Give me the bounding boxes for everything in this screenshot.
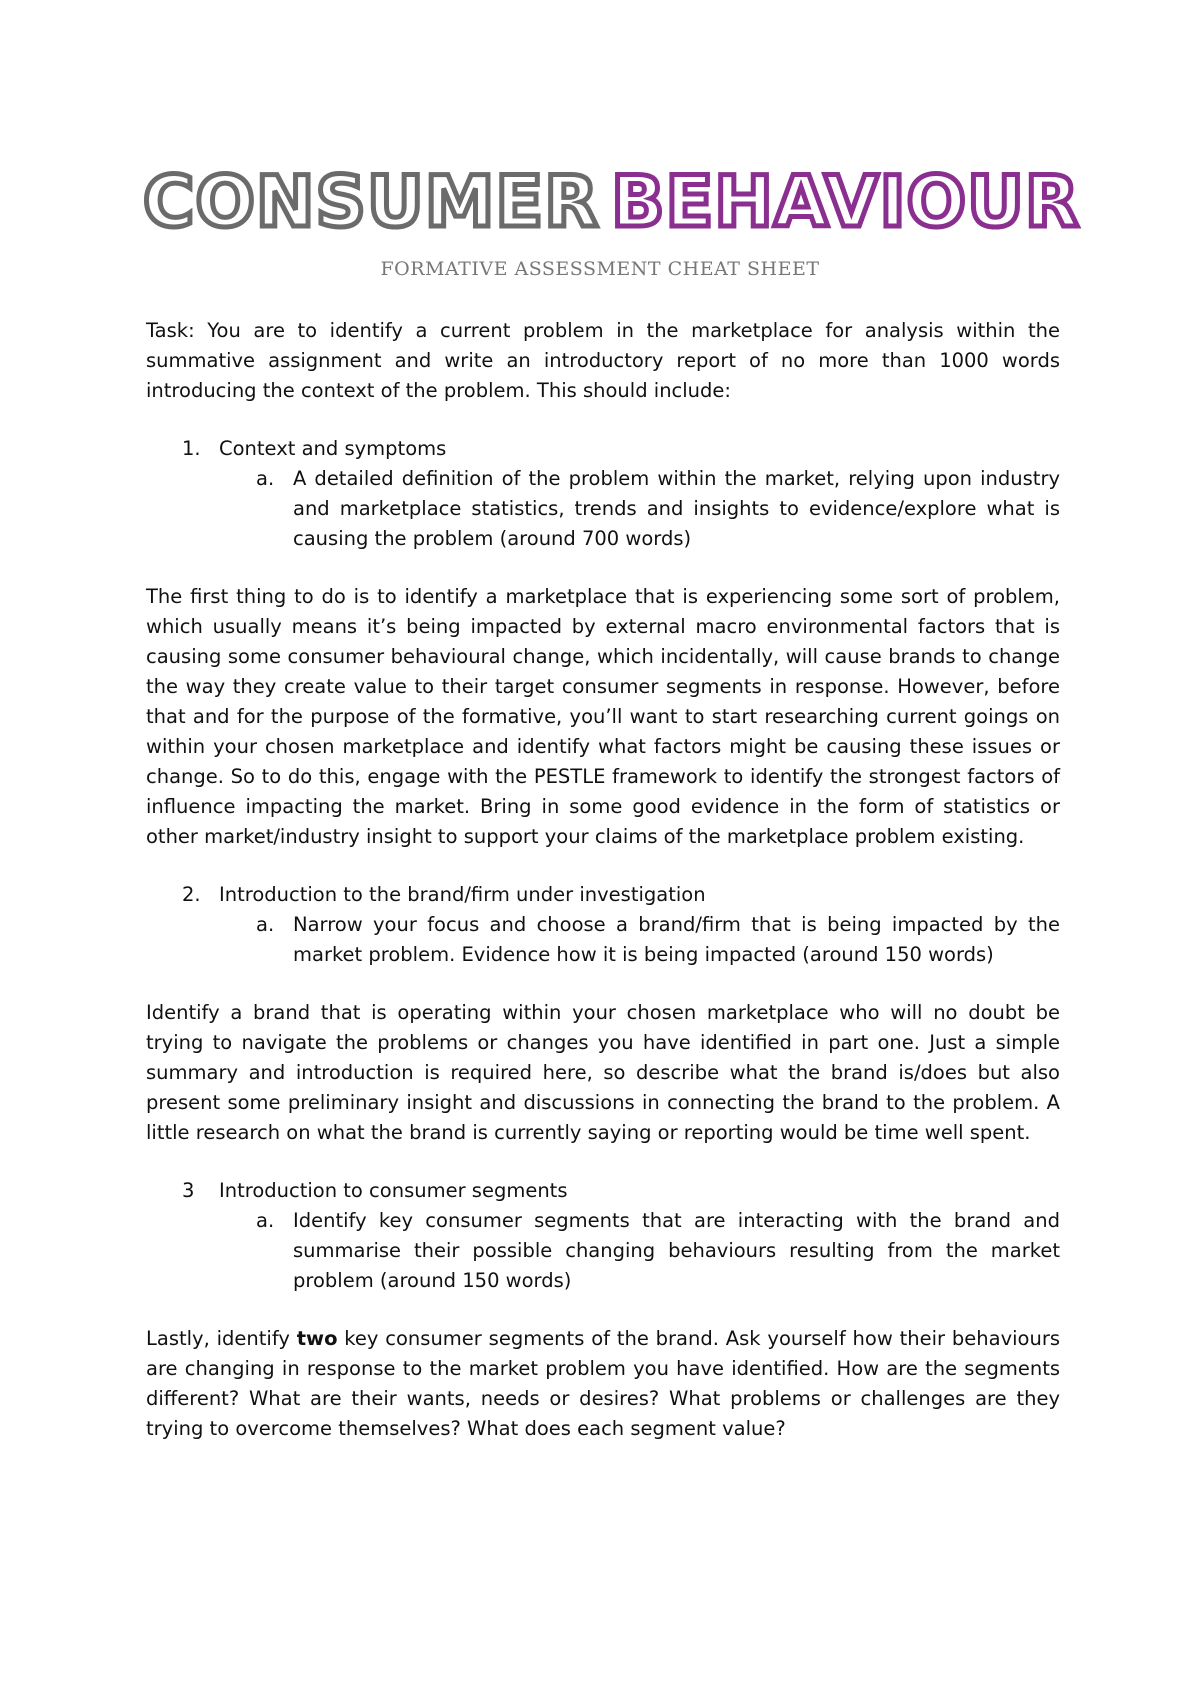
- section-1-subitem: [146, 464, 1060, 554]
- title-word-consumer: CONSUMER: [143, 161, 600, 243]
- section-2-heading: [146, 880, 1060, 910]
- section-1-heading: [146, 434, 1060, 464]
- section-2-sub-text: Narrow your focus and choose a brand/firm that is being impacted by the market problem. Evidence how it is being impacted (around 150 words): [293, 913, 1060, 966]
- section-3-body-start: Lastly, identify: [146, 1327, 297, 1350]
- section-3-heading: [146, 1176, 1060, 1206]
- section-1-sub-letter: a.: [256, 467, 275, 490]
- section-2-subitem: [146, 910, 1060, 970]
- document-title: [143, 161, 1080, 243]
- section-3-heading-text: Introduction to consumer segments: [219, 1179, 568, 1202]
- section-2-number: 2.: [182, 883, 201, 906]
- section-3-sub-text: Identify key consumer segments that are interacting with the brand and summarise their possible changing behaviours resulting from the market problem (around 150 words): [293, 1209, 1060, 1292]
- section-3-body-bold: two: [296, 1327, 338, 1350]
- document-body: [146, 316, 1060, 1444]
- document-subtitle: FORMATIVE ASSESSMENT CHEAT SHEET: [380, 258, 820, 280]
- section-2-sub-letter: a.: [256, 913, 275, 936]
- section-1-body: The first thing to do is to identify a marketplace that is experiencing some sort of problem, which usually means it’s being impacted by external macro environmental factors that is causing some consumer behavioural change, which incidentally, will cause brands to change the way they create value to their target consumer segments in response. However, before that and for the purpose of the formative, you’ll want to start researching current goings on within your chosen marketplace and identify what factors might be causing these issues or change. So to do this, engage with the PESTLE framework to identify the strongest factors of influence impacting the market. Bring in some good evidence in the form of statistics or other market/industry insight to support your claims of the marketplace problem existing.: [146, 585, 1060, 848]
- title-word-behaviour: BEHAVIOUR: [611, 161, 1080, 243]
- section-1-sub-text: A detailed definition of the problem within the market, relying upon industry and marketplace statistics, trends and insights to evidence/explore what is causing the problem (around 700 words): [293, 467, 1060, 550]
- task-paragraph: Task: You are to identify a current problem in the marketplace for analysis within the summative assignment and write an introductory report of no more than 1000 words introducing the context of the problem. This should include:: [146, 319, 1060, 402]
- section-2-body: Identify a brand that is operating within your chosen marketplace who will no doubt be trying to navigate the problems or changes you have identified in part one. Just a simple summary and introduction is required here, so describe what the brand is/does but also present some preliminary insight and discussions in connecting the brand to the problem. A little research on what the brand is currently saying or reporting would be time well spent.: [146, 1001, 1060, 1144]
- section-3-subitem: [146, 1206, 1060, 1296]
- section-1-heading-text: Context and symptoms: [219, 437, 447, 460]
- section-3-body-end: key consumer segments of the brand. Ask yourself how their behaviours are changing in response to the market problem you have identified. How are the segments different? What are their wants, needs or desires? What problems or challenges are they trying to overcome themselves? What does each segment value?: [146, 1327, 1060, 1440]
- section-3-body: [146, 1324, 1060, 1444]
- section-1-number: 1.: [182, 437, 201, 460]
- section-2-heading-text: Introduction to the brand/firm under investigation: [219, 883, 706, 906]
- section-3-sub-letter: a.: [256, 1209, 275, 1232]
- section-3-number: 3: [182, 1179, 195, 1202]
